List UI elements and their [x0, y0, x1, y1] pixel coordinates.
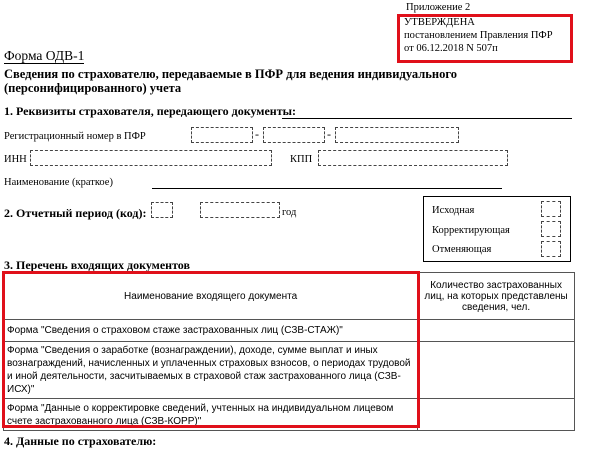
short-name-label: Наименование (краткое) — [4, 177, 113, 188]
type-corrective-checkbox[interactable] — [541, 221, 561, 237]
reg-number-field-3[interactable] — [335, 127, 459, 143]
section1-underline — [282, 118, 572, 119]
period-code-field[interactable] — [151, 202, 173, 218]
reg-separator: - — [327, 127, 331, 141]
count-cell[interactable] — [418, 399, 575, 431]
kpp-label: КПП — [290, 154, 313, 165]
type-initial-label: Исходная — [432, 205, 475, 216]
appendix-label: Приложение 2 — [406, 2, 471, 13]
inn-field[interactable] — [30, 150, 272, 166]
col-count-header: Количество застрахованных лиц, на которых представлены сведения, чел. — [418, 273, 575, 320]
form-name: Форма ОДВ-1 — [4, 48, 85, 63]
year-label: год — [282, 207, 297, 218]
short-name-field[interactable] — [152, 188, 502, 189]
form-title-line1: Сведения по страхователю, передаваемые в ПФР для ведения индивидуального — [4, 67, 457, 81]
inn-label: ИНН — [4, 154, 27, 165]
type-initial-checkbox[interactable] — [541, 201, 561, 217]
section4-heading: 4. Данные по страхователю: — [4, 434, 157, 448]
document-name-cell: Форма "Сведения о заработке (вознаграждении), доходе, сумме выплат и иных вознаграждений, начисленных и уплаченных страховых взносов, о периодах трудовой и иной деятельности, засчитываемых в страховой стаж застрахованного лица (СЗВ-ИСХ)" — [4, 342, 418, 399]
count-cell[interactable] — [418, 342, 575, 399]
year-field[interactable] — [200, 202, 280, 218]
document-name-cell: Форма "Сведения о страховом стаже застрахованных лиц (СЗВ-СТАЖ)" — [4, 320, 418, 342]
approved-date-line: от 06.12.2018 N 507п — [404, 43, 498, 54]
document-name-cell: Форма "Данные о корректировке сведений, учтенных на индивидуальном лицевом счете застрахованного лица (СЗВ-КОРР)" — [4, 399, 418, 431]
count-cell[interactable] — [418, 320, 575, 342]
type-corrective-label: Корректирующая — [432, 225, 510, 236]
reg-separator: - — [255, 127, 259, 141]
approved-label: УТВЕРЖДЕНА — [404, 17, 475, 28]
section3-heading: 3. Перечень входящих документов — [4, 258, 190, 272]
reg-number-label: Регистрационный номер в ПФР — [4, 131, 146, 142]
documents-highlight — [2, 271, 420, 428]
type-cancel-checkbox[interactable] — [541, 241, 561, 257]
form-title-line2: (персонифицированного) учета — [4, 81, 182, 95]
section1-heading: 1. Реквизиты страхователя, передающего документы: — [4, 104, 296, 118]
approved-by-line: постановлением Правления ПФР — [404, 30, 553, 41]
reg-number-field-1[interactable] — [191, 127, 253, 143]
reg-number-field-2[interactable] — [263, 127, 325, 143]
col-document-name-header: Наименование входящего документа — [4, 273, 418, 320]
type-cancel-label: Отменяющая — [432, 244, 492, 255]
section2-heading: 2. Отчетный период (код): — [4, 206, 147, 220]
kpp-field[interactable] — [318, 150, 508, 166]
